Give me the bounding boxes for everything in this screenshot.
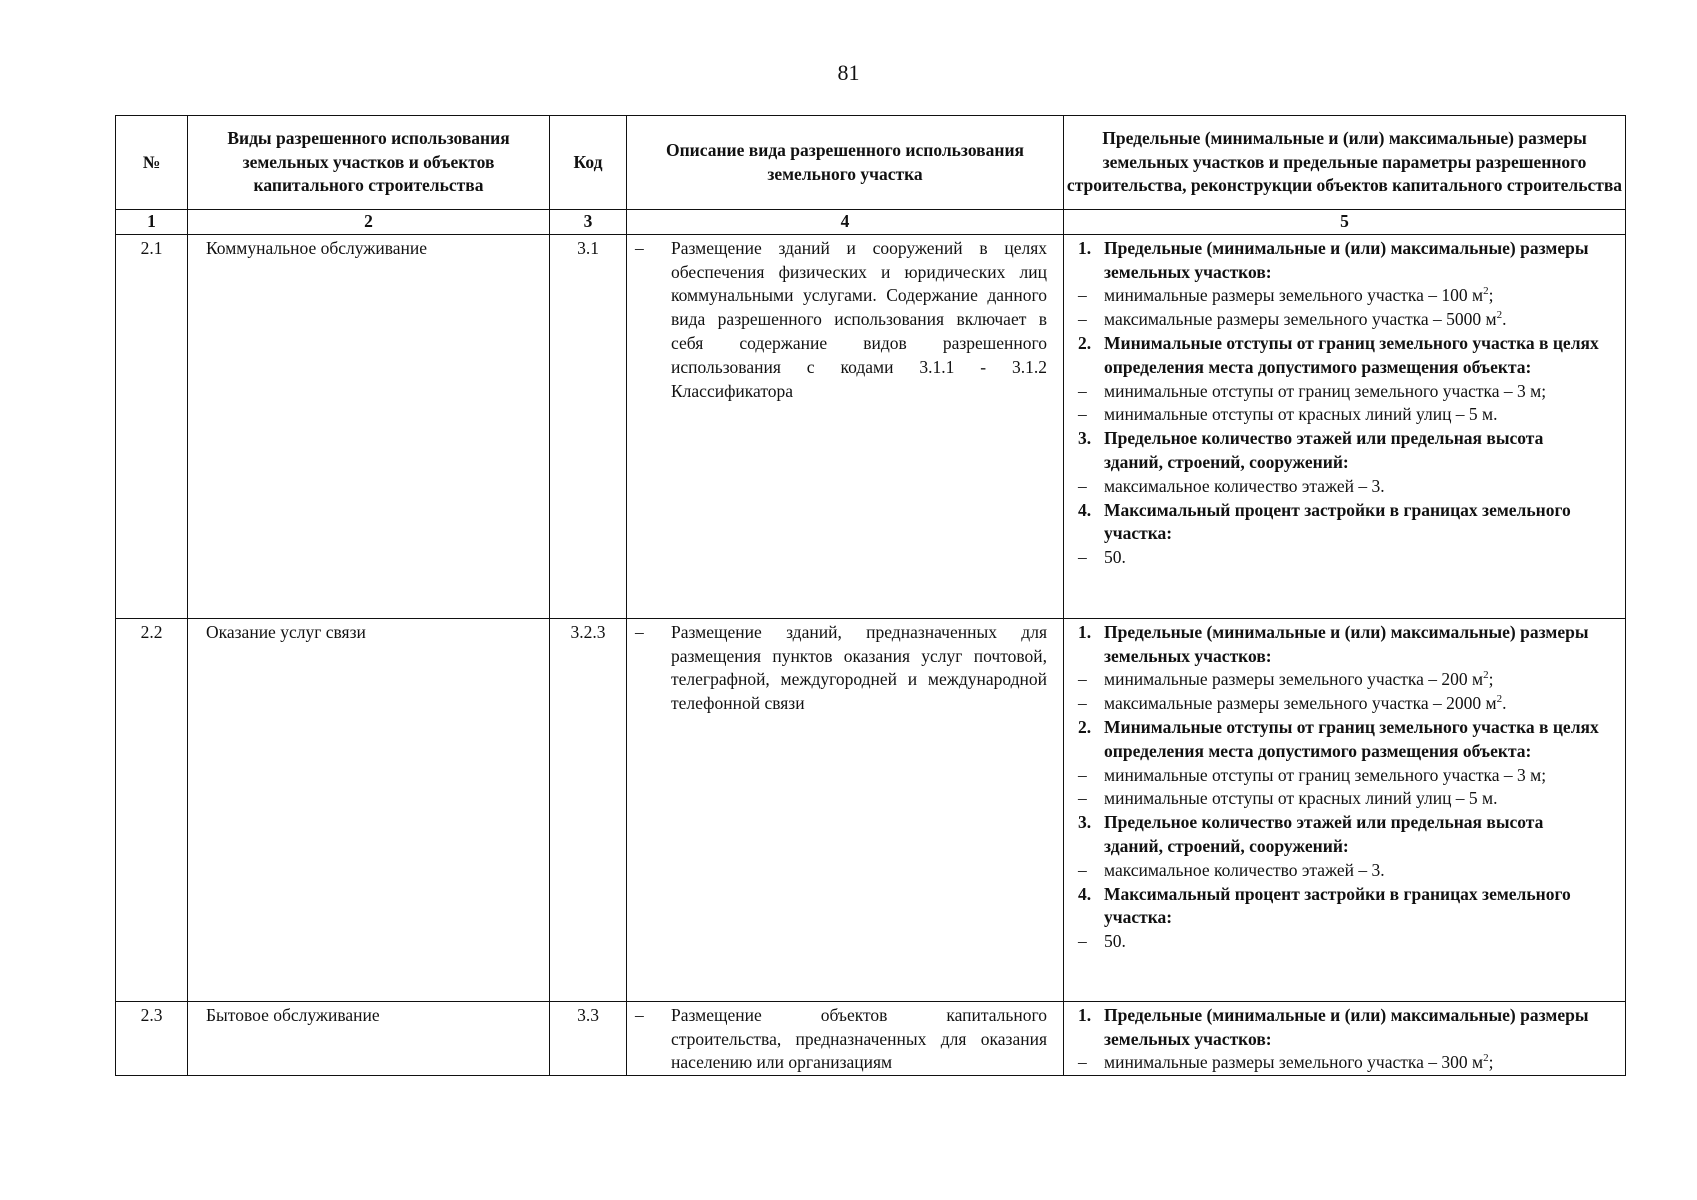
column-number-row bbox=[116, 210, 1626, 235]
param-heading: 3. Предельное количество этажей или предельная высота зданий, строений, сооружений: bbox=[1078, 428, 1544, 472]
header-use-kind: Виды разрешенного использования земельных участков и объектов капитального строительства bbox=[188, 116, 550, 210]
use-code: 3.1 bbox=[550, 234, 627, 618]
use-description-cell bbox=[627, 618, 1064, 1001]
table-row bbox=[116, 1001, 1626, 1075]
header-code: Код bbox=[550, 116, 627, 210]
param-heading: 1. Предельные (минимальные и (или) максимальные) размеры земельных участков: bbox=[1078, 1004, 1589, 1049]
use-kind: Бытовое обслуживание bbox=[188, 1001, 550, 1075]
column-number: 1 bbox=[116, 210, 188, 235]
use-description-cell bbox=[627, 1001, 1064, 1075]
param-item: – максимальные размеры земельного участка – 2000 $м^2$. bbox=[1078, 693, 1507, 714]
row-number: 2.2 bbox=[116, 618, 188, 1001]
use-code: 3.3 bbox=[550, 1001, 627, 1075]
use-description: Размещение зданий, предназначенных для размещения пунктов оказания услуг почтовой, телеграфной, междугородней и международной телефонной связи bbox=[671, 621, 1047, 714]
param-heading: 2. Минимальные отступы от границ земельного участка в целях определения места допустимого размещения объекта: bbox=[1078, 716, 1599, 761]
header-description: Описание вида разрешенного использования земельного участка bbox=[627, 116, 1064, 210]
column-number: 3 bbox=[550, 210, 627, 235]
dash: – bbox=[635, 621, 644, 642]
param-item: – максимальное количество этажей – 3. bbox=[1078, 859, 1385, 880]
param-item: – минимальные отступы от границ земельного участка – 3 м; bbox=[1078, 380, 1547, 401]
param-item: – минимальные отступы от красных линий улиц – 5 м. bbox=[1078, 788, 1498, 809]
param-item: – минимальные размеры земельного участка – 300 $м^2$; bbox=[1078, 1052, 1494, 1073]
param-heading: 1. Предельные (минимальные и (или) максимальные) размеры земельных участков: bbox=[1078, 237, 1589, 282]
param-item: – 50. bbox=[1078, 547, 1126, 568]
header-number: № bbox=[116, 116, 188, 210]
column-number: 2 bbox=[188, 210, 550, 235]
use-description: Размещение зданий и сооружений в целях обеспечения физических и юридических лиц коммунальными услугами. Содержание данного вида разрешенного использования включает в себя содержание видов разрешенного использования с кодами 3.1.1 - 3.1.2 Классификатора bbox=[671, 237, 1047, 401]
header-parameters: Предельные (минимальные и (или) максимальные) размеры земельных участков и предельные параметры разрешенного строительства, реконструкции объектов капитального строительства bbox=[1064, 116, 1626, 210]
param-item: – максимальные размеры земельного участка – 5000 $м^2$. bbox=[1078, 309, 1507, 330]
dash: – bbox=[635, 1004, 644, 1025]
land-use-table bbox=[115, 115, 1626, 1076]
param-heading: 4. Максимальный процент застройки в границах земельного участка: bbox=[1078, 499, 1571, 544]
use-description-cell bbox=[627, 234, 1064, 618]
row-number: 2.1 bbox=[116, 234, 188, 618]
param-item: – максимальное количество этажей – 3. bbox=[1078, 475, 1385, 496]
param-item: – минимальные размеры земельного участка – 100 $м^2$; bbox=[1078, 285, 1494, 306]
param-item: – минимальные отступы от красных линий улиц – 5 м. bbox=[1078, 404, 1498, 425]
param-item: – 50. bbox=[1078, 931, 1126, 952]
param-heading: 2. Минимальные отступы от границ земельного участка в целях определения места допустимого размещения объекта: bbox=[1078, 332, 1599, 377]
param-heading: 4. Максимальный процент застройки в границах земельного участка: bbox=[1078, 883, 1571, 928]
param-item: – минимальные отступы от границ земельного участка – 3 м; bbox=[1078, 764, 1547, 785]
param-heading: 1. Предельные (минимальные и (или) максимальные) размеры земельных участков: bbox=[1078, 621, 1589, 666]
column-number: 4 bbox=[627, 210, 1064, 235]
table-header-row bbox=[116, 116, 1626, 210]
table-row bbox=[116, 234, 1626, 618]
param-heading: 3. Предельное количество этажей или предельная высота зданий, строений, сооружений: bbox=[1078, 812, 1544, 856]
parameters-cell bbox=[1064, 618, 1626, 1001]
parameters-cell bbox=[1064, 234, 1626, 618]
parameters-cell bbox=[1064, 1001, 1626, 1075]
dash: – bbox=[635, 237, 644, 258]
use-kind: Коммунальное обслуживание bbox=[188, 234, 550, 618]
page-number: 81 bbox=[837, 60, 860, 85]
use-description: Размещение объектов капитального строительства, предназначенных для оказания населению или организациям bbox=[671, 1004, 1047, 1073]
row-number: 2.3 bbox=[116, 1001, 188, 1075]
use-code: 3.2.3 bbox=[550, 618, 627, 1001]
column-number: 5 bbox=[1064, 210, 1626, 235]
param-item: – минимальные размеры земельного участка – 200 $м^2$; bbox=[1078, 669, 1494, 690]
use-kind: Оказание услуг связи bbox=[188, 618, 550, 1001]
table-row bbox=[116, 618, 1626, 1001]
